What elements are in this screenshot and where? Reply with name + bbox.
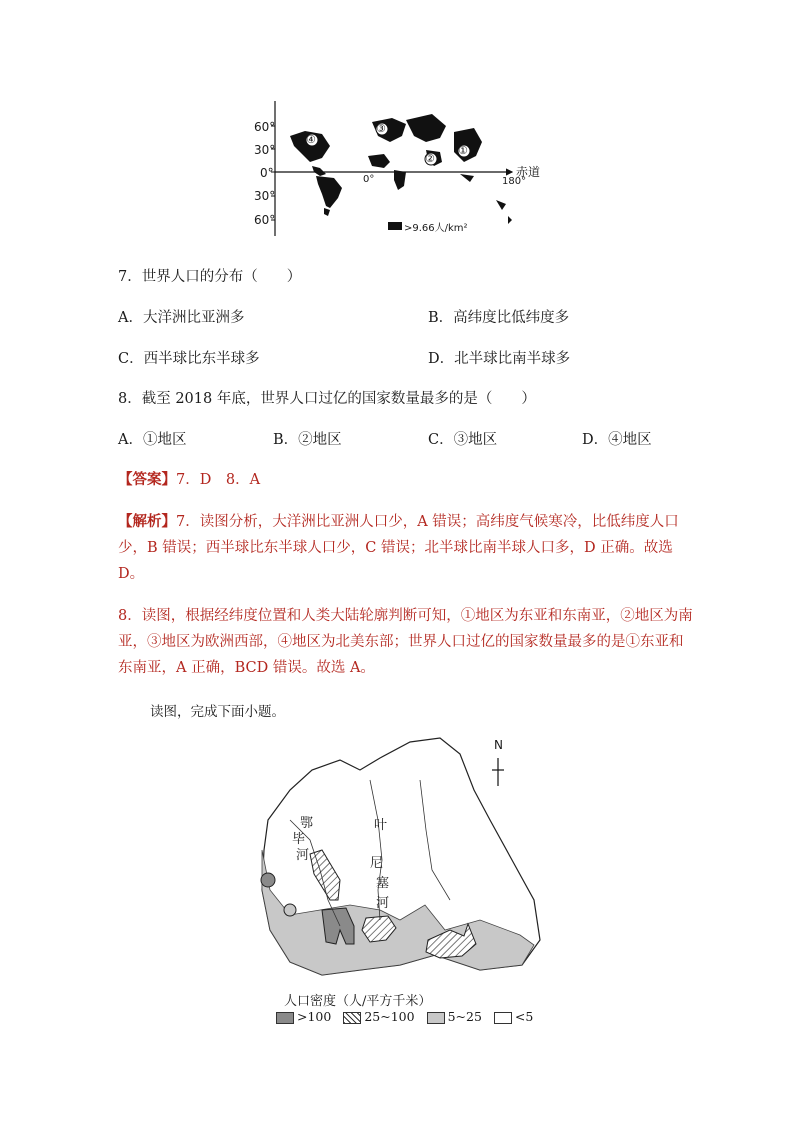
lat-label: 60° [254,120,276,134]
map2-legend [276,1009,533,1024]
lon-label: 180° [502,176,527,187]
question-8-stem: 8．截至 2018 年底，世界人口过亿的国家数量最多的是（ ） [118,391,536,407]
q7-option-c: C．西半球比东半球多 [118,351,260,367]
answer-text: 7．D 8．A [176,472,261,488]
lat-label: 30° [254,143,276,157]
legend-label: <5 [514,1009,534,1024]
q8-option-c: C．③地区 [428,432,498,448]
lat-label: 60° [254,213,276,227]
analysis-line-3: D。 [118,566,145,582]
river-label: 河 [296,848,310,863]
river-label: 毕 [292,832,306,847]
river-label: 叶 [374,818,388,833]
q7-option-b: B．高纬度比低纬度多 [428,310,570,326]
river-label: 尼 [370,856,384,871]
analysis-7-text: 7．读图分析，大洋洲比亚洲人口少，A 错误；高纬度气候寒冷，比低纬度人口 [176,514,679,530]
region-marker-2: ② [425,152,435,165]
region-marker-3: ③ [376,122,386,135]
legend-label: 25~100 [364,1009,415,1024]
legend-label: >100 [297,1009,332,1024]
q8-option-d: D．④地区 [582,432,652,448]
question-7-stem: 7．世界人口的分布（ ） [118,269,302,285]
world-map-graphic [250,96,540,246]
answer-line [118,468,260,489]
legend-swatch-hatched [343,1012,361,1024]
q8-option-b: B．②地区 [273,432,342,448]
map2-legend-title: 人口密度（人/平方千米） [284,994,432,1009]
river-label: 塞 [376,876,390,891]
equator-label: 赤道 [516,165,541,179]
lon-label: 0° [363,174,375,185]
analysis-8-line-1: 8．读图，根据经纬度位置和人类大陆轮廓判断可知，①地区为东亚和东南亚，②地区为南 [118,608,693,624]
river-label: 鄂 [300,816,314,831]
analysis-tag: 【解析】 [118,513,176,530]
legend-swatch-gray [427,1012,445,1024]
world-population-map [250,96,540,246]
analysis-8-line-2: 亚，③地区为欧洲西部，④地区为北美东部；世界人口过亿的国家数量最多的是①东亚和 [118,634,684,650]
intro-text: 读图，完成下面小题。 [150,704,285,720]
q7-option-a: A．大洋洲比亚洲多 [118,310,245,326]
legend-swatch-dark [276,1012,294,1024]
map1-legend-text: >9.66人/km² [404,223,468,234]
siberia-population-map [250,730,550,1030]
analysis-line-2: 少，B 错误；西半球比东半球人口少，C 错误；北半球比南半球人口多，D 正确。故选 [118,540,673,556]
siberia-map-graphic [250,730,550,1030]
lat-label: 0° [260,166,274,180]
analysis-line-1 [118,510,679,531]
lat-label: 30° [254,189,276,203]
legend-swatch-white [494,1012,512,1024]
river-label: 河 [376,896,390,911]
legend-label: 5~25 [447,1009,482,1024]
q7-option-d: D．北半球比南半球多 [428,351,571,367]
analysis-8-line-3: 东南亚，A 正确，BCD 错误。故选 A。 [118,660,375,676]
region-marker-1: ① [458,144,468,157]
north-label: N [494,738,503,752]
region-marker-4: ④ [306,133,316,146]
answer-tag: 【答案】 [118,471,176,488]
q8-option-a: A．①地区 [118,432,187,448]
